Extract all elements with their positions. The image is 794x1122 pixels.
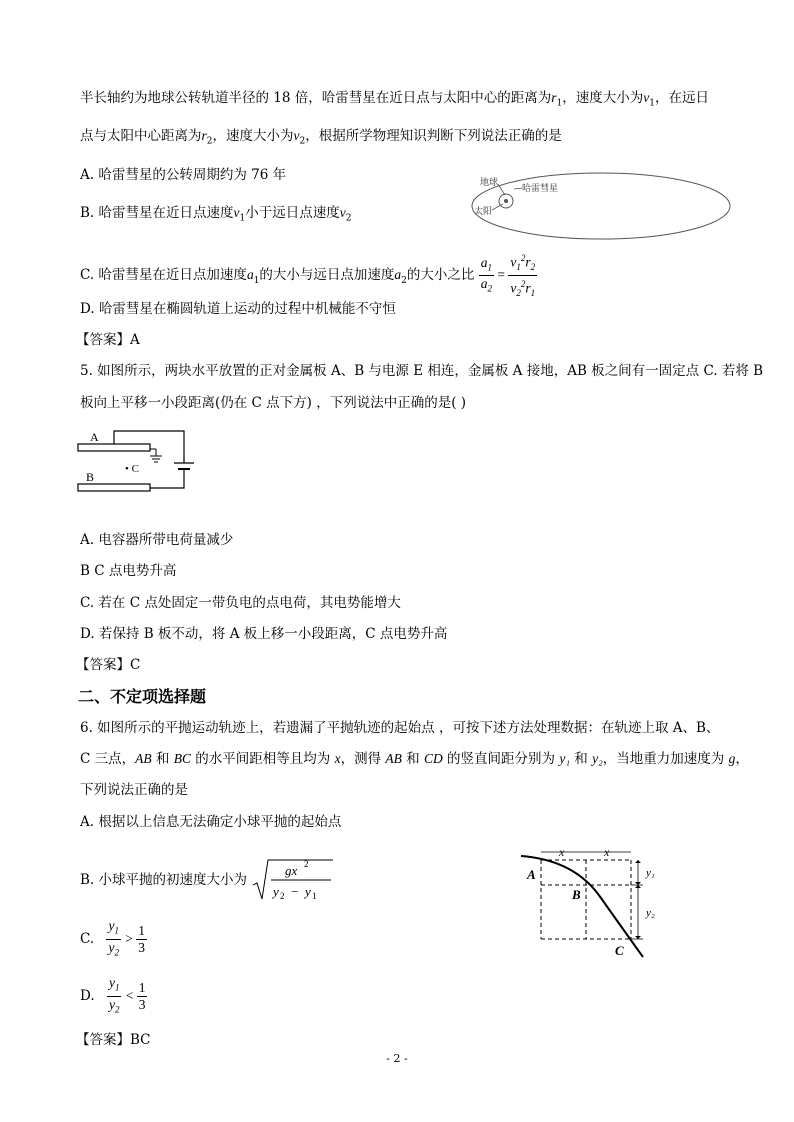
q6-answer: 【答案】BC [76,1032,151,1048]
svg-text:y: y [273,884,280,899]
svg-text:2: 2 [304,859,309,869]
page-number: - 2 - [386,1052,408,1065]
q4-stem-line2: 点与太阳中心距离为$r_2$，速度大小为$v_2$，根据所学物理知识判断下列说法正确的是 [80,128,562,147]
svg-text:2: 2 [280,891,285,901]
sun-label: 太阳 [474,207,493,217]
point-a-label: A [527,867,536,882]
q5-option-d: D. 若保持 B 板不动，将 A 板上移一小段距离，C 点电势升高 [80,626,448,642]
q5-answer: 【答案】C [76,657,141,673]
plate-b [78,484,150,491]
label-a: A [90,430,99,444]
q4-option-c: C. 哈雷彗星在近日点加速度$a_1$的大小与远日点加速度$a_2$的大小之比 $\frac{a_1}{a_2}$ = $\frac{v_1^2r_2}{v_2^2r_1}$ [80,250,537,301]
q6-option-a: A. 根据以上信息无法确定小球平抛的起始点 [80,814,342,830]
svg-text:gx: gx [285,863,298,878]
svg-text:y: y [305,884,312,899]
section-title: 二、不定项选择题 [78,687,207,706]
q5-capacitor-figure [70,425,210,525]
q6-stem-line3: 下列说法正确的是 [80,782,188,798]
q4-stem-line1: 半长轴约为地球公转轨道半径的 18 倍，哈雷彗星在近日点与太阳中心的距离为$r_1$，速度大小为$v_1$，在远日 [80,90,709,109]
q5-option-a: A. 电容器所带电荷量减少 [80,532,234,548]
svg-text:−: − [291,884,299,899]
q6-option-b: B. 小球平抛的初速度大小为 gx 2 y 2 − y 1 [80,857,335,903]
q6-option-c: C. $\frac{y_1}{y_2}$ > $\frac{1}{3}$ [80,918,145,958]
q6-stem-line1: 6. 如图所示的平抛运动轨迹上，若遗漏了平抛轨迹的起始点 ，可按下述方法处理数据：在轨迹上取 A、B、 [80,720,720,736]
q6-sqrt-formula [251,857,335,903]
q4-orbit-figure [470,168,732,240]
q5-stem-line2: 板向上平移一小段距离(仍在 C 点下方) ，下列说法中正确的是( ) [80,395,467,411]
q4-option-a: A. 哈雷彗星的公转周期约为 76 年 [80,167,287,183]
earth-label: 地球 [480,178,499,188]
plate-a [78,444,150,451]
q4-accel-ratio-lhs: $\frac{a_1}{a_2}$ [480,254,492,294]
svg-text:1: 1 [312,891,317,901]
q4-option-d: D. 哈雷彗星在椭圆轨道上运动的过程中机械能不守恒 [80,301,396,317]
q6-stem-line2: C 三点，AB 和 BC 的水平间距相等且均为 x，测得 AB 和 CD 的竖直间距分别为 y₁ 和 y₂，当地重力加速度为 g， [80,751,749,767]
label-c: • C [125,463,139,475]
label-b: B [86,470,95,484]
q5-stem-line1: 5. 如图所示，两块水平放置的正对金属板 A、B 与电源 E 相连，金属板 A 接地，AB 板之间有一固定点 C. 若将 B [80,363,764,379]
svg-text:x: x [604,845,610,859]
point-b-label: B [572,887,581,902]
svg-text:y₁: y₁ [646,867,655,879]
q5-option-b: B C 点电势升高 [80,563,177,579]
q4-option-b: B. 哈雷彗星在近日点速度$v_1$小于远日点速度$v_2$ [80,205,352,224]
trajectory-curve [521,856,643,957]
point-c-label: C [615,943,624,958]
q4-accel-ratio-rhs: $\frac{v_1^2r_2}{v_2^2r_1}$ [508,250,537,301]
sun-dot [504,199,508,203]
q5-option-c: C. 若在 C 点处固定一带负电的点电荷，其电势能增大 [80,595,401,611]
svg-text:y₂: y₂ [646,907,655,919]
q6-projectile-figure [515,843,675,968]
q4-answer: 【答案】A [76,332,140,348]
svg-text:x: x [559,845,565,859]
q6-option-d: D. $\frac{y_1}{y_2}$ < $\frac{1}{3}$ [80,975,146,1015]
comet-label: 哈雷彗星 [522,184,559,194]
